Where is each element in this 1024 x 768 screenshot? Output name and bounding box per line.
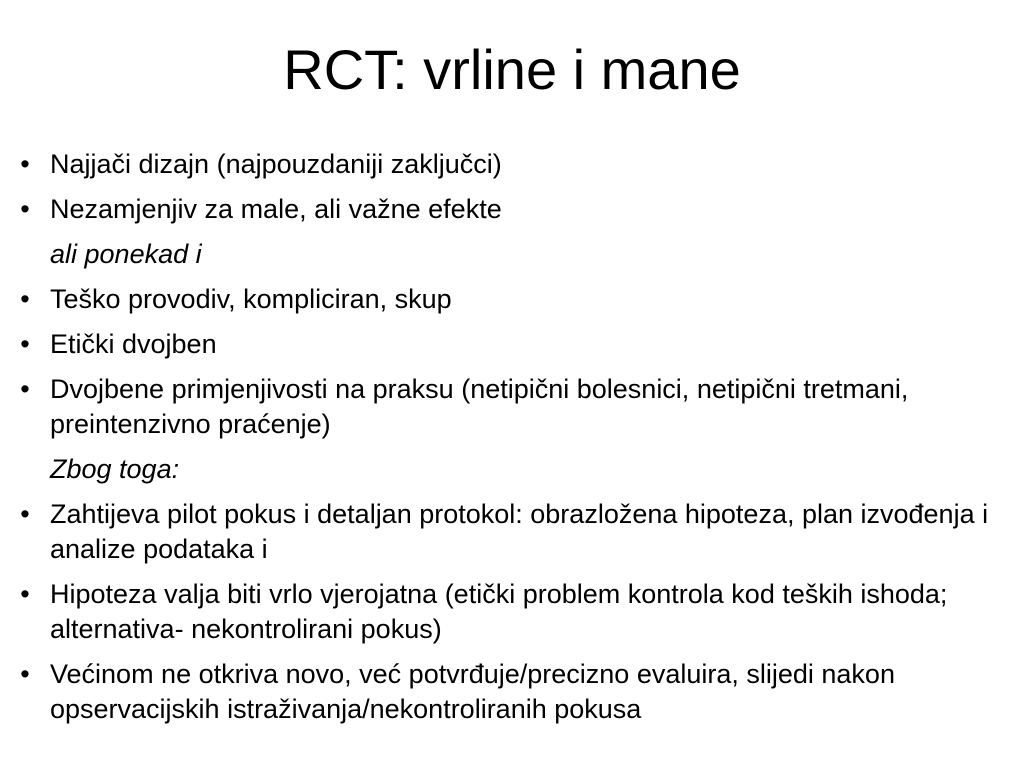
list-item: [10, 192, 1010, 227]
bullet-icon: •: [20, 579, 30, 609]
bullet-icon: •: [20, 284, 30, 314]
list-item: [10, 282, 1010, 317]
list-item-text: Dvojbene primjenjivosti na praksu (netipični bolesnici, netipični tretmani, preintenzivno praćenje): [50, 374, 909, 439]
bullet-icon: •: [20, 499, 30, 529]
bullet-icon: •: [20, 329, 30, 359]
list-item-text: Nezamjenjiv za male, ali važne efekte: [50, 194, 502, 224]
list-item-text: Hipoteza valja biti vrlo vjerojatna (etički problem kontrola kod teških ishoda; alternativa- nekontrolirani pokus): [50, 579, 948, 644]
list-note: [10, 452, 1010, 487]
list-item-text: Većinom ne otkriva novo, već potvrđuje/precizno evaluira, slijedi nakon opservacijskih istraživanja/nekontroliranih pokusa: [50, 659, 895, 724]
list-note-text: Zbog toga:: [50, 454, 180, 484]
list-item: [10, 147, 1010, 182]
bullet-icon: •: [20, 374, 30, 404]
list-note-text: ali ponekad i: [50, 239, 202, 269]
list-note: [10, 237, 1010, 272]
list-item: [10, 327, 1010, 362]
list-item-text: Najjači dizajn (najpouzdaniji zaključci): [50, 149, 502, 179]
list-item: [10, 372, 1010, 442]
list-item-text: Teško provodiv, kompliciran, skup: [50, 284, 452, 314]
bullet-icon: •: [20, 149, 30, 179]
bullet-list: [10, 147, 1010, 737]
list-item: [10, 657, 1010, 727]
list-item-text: Zahtijeva pilot pokus i detaljan protokol: obrazložena hipoteza, plan izvođenja i analize podataka i: [50, 499, 989, 564]
list-item: [10, 497, 1010, 567]
list-item: [10, 577, 1010, 647]
bullet-icon: •: [20, 659, 30, 689]
list-item-text: Etički dvojben: [50, 329, 217, 359]
slide-title: RCT: vrline i mane: [283, 38, 741, 101]
bullet-icon: •: [20, 194, 30, 224]
